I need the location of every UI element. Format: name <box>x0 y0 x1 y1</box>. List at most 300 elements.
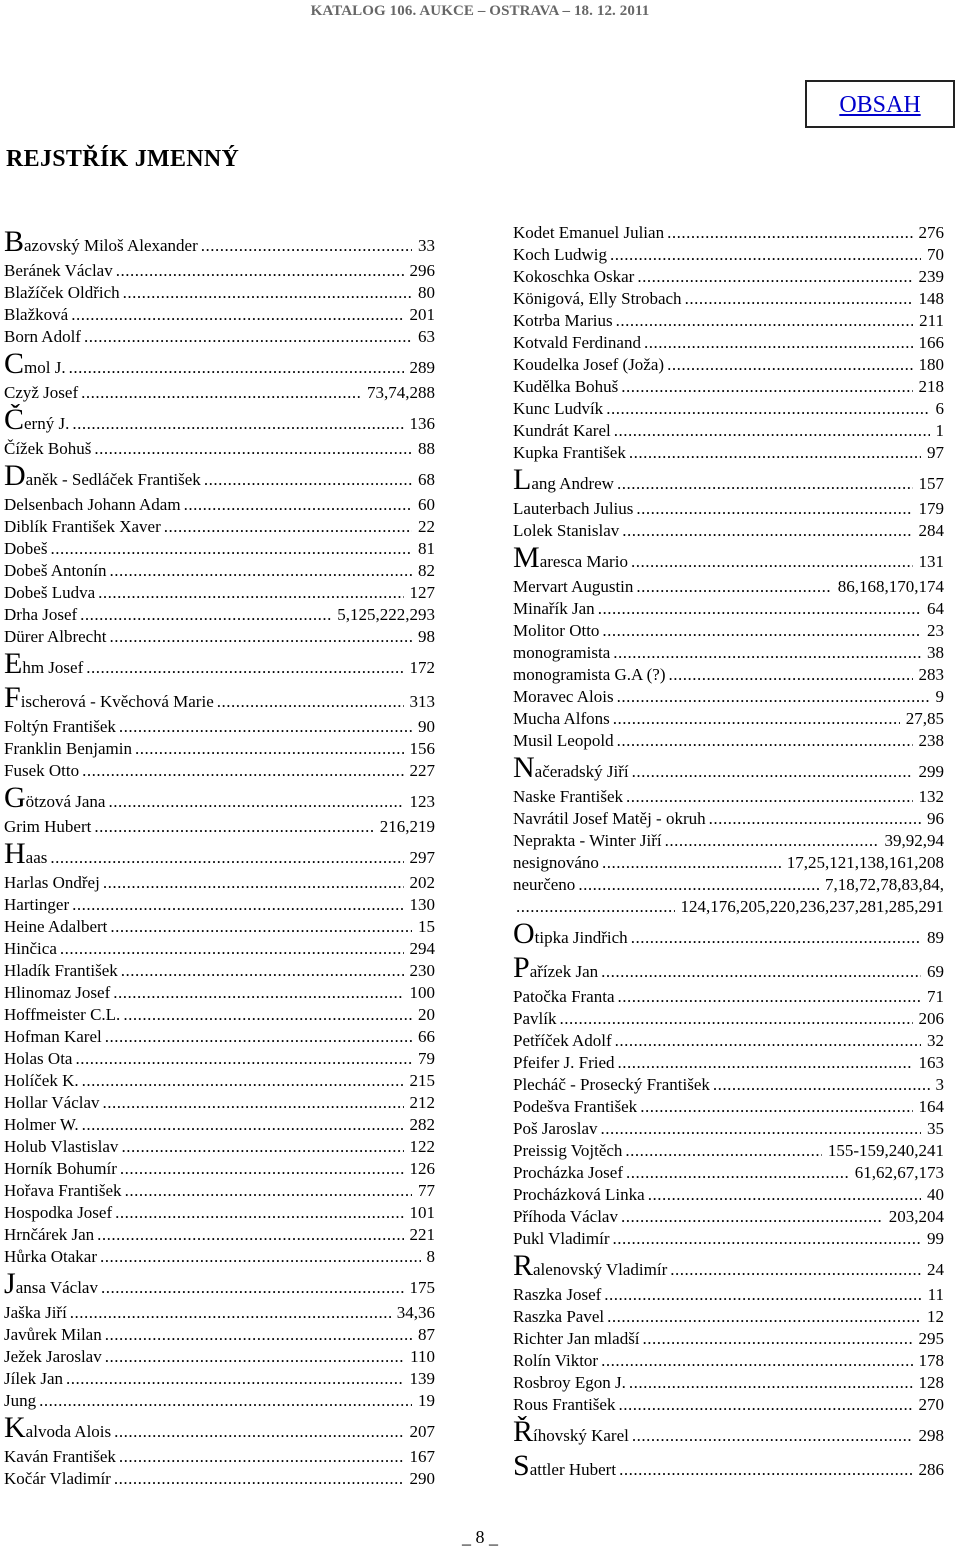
entry-name <box>513 442 629 464</box>
index-entry <box>4 1158 435 1180</box>
entry-name <box>4 404 72 438</box>
index-entry <box>513 398 944 420</box>
entry-pages: 39,92,94 <box>884 831 944 850</box>
index-entry <box>4 1368 435 1390</box>
entry-name-text: Hrnčárek Jan <box>4 1225 95 1244</box>
entry-name <box>513 1184 648 1206</box>
entry-name <box>513 1140 625 1162</box>
entry-name <box>4 1114 82 1136</box>
dot-leader <box>622 520 912 542</box>
entry-name <box>4 1268 101 1302</box>
entry-name <box>513 1394 618 1416</box>
entry-name-text: Procházka Josef <box>513 1163 623 1182</box>
index-entry <box>513 332 944 354</box>
index-entry <box>513 1206 944 1228</box>
dot-leader <box>598 598 921 620</box>
index-entry <box>513 808 944 830</box>
index-entry <box>513 986 944 1008</box>
index-entry <box>513 1372 944 1394</box>
entry-pages: 80 <box>418 283 435 302</box>
entry-name <box>513 222 667 244</box>
entry-name <box>513 376 621 398</box>
entry-pages: 7,18,72,78,83,84, <box>825 875 944 894</box>
entry-name-text: Pavlík <box>513 1009 557 1028</box>
index-entry <box>513 952 944 986</box>
entry-name <box>513 1450 619 1484</box>
dot-leader <box>50 538 412 560</box>
entry-name-text: Hoffmeister C.L. <box>4 1005 121 1024</box>
dot-leader <box>217 682 404 716</box>
index-entry <box>4 1048 435 1070</box>
dot-leader <box>94 816 373 838</box>
entry-name <box>513 830 665 852</box>
index-entry <box>513 1184 944 1206</box>
entry-name <box>4 260 116 282</box>
dot-leader <box>615 1030 921 1052</box>
entry-name-text: Dobeš <box>4 539 48 558</box>
entry-name <box>513 808 709 830</box>
entry-pages: 221 <box>409 1225 435 1244</box>
entry-name-text: Kunc Ludvík <box>513 399 604 418</box>
index-entry <box>513 620 944 642</box>
entry-name-text: Harlas Ondřej <box>4 873 100 892</box>
index-entry <box>4 1092 435 1114</box>
entry-name <box>4 1158 120 1180</box>
entry-pages: 126 <box>409 1159 435 1178</box>
dot-leader <box>617 686 930 708</box>
dot-leader <box>713 1074 930 1096</box>
entry-name-text: attler Hubert <box>529 1460 617 1479</box>
index-entry <box>513 310 944 332</box>
entry-name-text: Jung <box>4 1391 37 1410</box>
index-entry <box>513 1118 944 1140</box>
dot-leader <box>69 348 404 382</box>
entry-name <box>513 288 685 310</box>
entry-name <box>4 538 50 560</box>
entry-name-text: Königová, Elly Strobach <box>513 289 682 308</box>
dot-leader <box>81 382 361 404</box>
index-entry <box>4 1180 435 1202</box>
entry-initial: S <box>513 1450 530 1482</box>
index-entry <box>4 560 435 582</box>
entry-name-text: Hollar Václav <box>4 1093 100 1112</box>
entry-name <box>4 1004 123 1026</box>
entry-name <box>4 1324 105 1346</box>
entry-name <box>513 708 613 730</box>
dot-leader <box>114 1412 403 1446</box>
dot-leader <box>643 1328 913 1350</box>
dot-leader <box>667 222 912 244</box>
entry-name-text: Dobeš Ludva <box>4 583 96 602</box>
index-entry <box>4 760 435 782</box>
entry-name-text: Hladík František <box>4 961 118 980</box>
dot-leader <box>108 782 403 816</box>
entry-name <box>4 604 80 626</box>
index-entry <box>4 894 435 916</box>
entry-name-text: Kaván František <box>4 1447 116 1466</box>
entry-name-text: Patočka Franta <box>513 987 615 1006</box>
entry-pages: 203,204 <box>888 1207 944 1226</box>
entry-name-text: Mervart Augustin <box>513 577 634 596</box>
entry-name-text: Hartinger <box>4 895 70 914</box>
entry-name-text: monogramista G.A (?) <box>513 665 666 684</box>
entry-name-text: Dobeš Antonín <box>4 561 107 580</box>
entry-initial: R <box>513 1250 534 1282</box>
entry-name-text: Moravec Alois <box>513 687 614 706</box>
dot-leader <box>123 282 412 304</box>
entry-name-text: Podešva František <box>513 1097 638 1116</box>
entry-name-text: Kotrba Marius <box>513 311 613 330</box>
entry-name <box>513 1284 604 1306</box>
index-entry <box>4 1446 435 1468</box>
entry-pages: 211 <box>919 311 944 330</box>
entry-initial: L <box>513 464 532 496</box>
entry-name <box>4 560 109 582</box>
entry-name-text: Fusek Otto <box>4 761 80 780</box>
entry-pages: 166 <box>918 333 944 352</box>
index-entry <box>513 1008 944 1030</box>
index-entry <box>4 438 435 460</box>
entry-name <box>513 244 610 266</box>
entry-name <box>513 310 616 332</box>
index-entry <box>4 404 435 438</box>
entry-name-text: ang Andrew <box>531 474 614 493</box>
entry-name <box>4 626 109 648</box>
entry-name <box>513 1030 615 1052</box>
dot-leader <box>617 730 913 752</box>
dot-leader <box>98 582 403 604</box>
dot-leader <box>75 1048 412 1070</box>
index-entry <box>4 460 435 494</box>
entry-pages: 172 <box>409 658 435 677</box>
entry-pages: 163 <box>918 1053 944 1072</box>
entry-pages: 35 <box>927 1119 944 1138</box>
dot-leader <box>559 1008 912 1030</box>
entry-name-text: Poš Jaroslav <box>513 1119 598 1138</box>
entry-pages: 20 <box>418 1005 435 1024</box>
entry-name-text: aas <box>25 848 48 867</box>
entry-name <box>513 1228 613 1250</box>
index-column-right <box>513 222 944 1484</box>
dot-leader <box>670 1250 921 1284</box>
dot-leader <box>113 982 403 1004</box>
entry-name <box>513 1328 643 1350</box>
dot-leader <box>82 760 403 782</box>
dot-leader <box>632 1416 913 1450</box>
entry-name-text: Beránek Václav <box>4 261 113 280</box>
entry-pages: 179 <box>918 499 944 518</box>
index-entry <box>4 626 435 648</box>
dot-leader <box>123 1004 412 1026</box>
entry-pages: 128 <box>918 1373 944 1392</box>
dot-leader <box>614 420 930 442</box>
entry-pages: 61,62,67,173 <box>854 1163 944 1182</box>
dot-leader <box>110 916 412 938</box>
dot-leader <box>610 244 921 266</box>
entry-name-text: Grim Hubert <box>4 817 92 836</box>
entry-name <box>513 620 602 642</box>
entry-name <box>513 1416 632 1450</box>
entry-name-text: ařízek Jan <box>529 962 599 981</box>
index-entry <box>4 1070 435 1092</box>
dot-leader <box>617 464 913 498</box>
dot-leader <box>119 1446 404 1468</box>
dot-leader <box>601 952 921 986</box>
dot-leader <box>613 1228 922 1250</box>
index-entry <box>4 604 435 626</box>
index-entry <box>4 1324 435 1346</box>
entry-name-text: Naske František <box>513 787 624 806</box>
entry-name-text: Koch Ludwig <box>513 245 607 264</box>
entry-name <box>4 304 71 326</box>
dot-leader <box>114 1468 404 1490</box>
entry-pages: 284 <box>918 521 944 540</box>
entry-pages: 77 <box>418 1181 435 1200</box>
entry-pages: 313 <box>409 692 435 711</box>
dot-leader <box>86 648 403 682</box>
entry-name <box>4 1468 114 1490</box>
entry-name <box>513 752 632 786</box>
dot-leader <box>121 960 404 982</box>
dot-leader <box>621 1206 883 1228</box>
entry-pages: 38 <box>927 643 944 662</box>
entry-pages: 132 <box>918 787 944 806</box>
entry-name-text: Navrátil Josef Matěj - okruh <box>513 809 706 828</box>
entry-name-text: Procházková Linka <box>513 1185 645 1204</box>
entry-pages: 289 <box>409 358 435 377</box>
index-entry <box>513 288 944 310</box>
index-entry <box>4 516 435 538</box>
dot-leader <box>631 918 921 952</box>
entry-name <box>4 1302 70 1324</box>
entry-name-text: hm Josef <box>22 658 84 677</box>
entry-pages: 9 <box>935 687 944 706</box>
entry-name <box>4 282 123 304</box>
entry-pages: 127 <box>409 583 435 602</box>
dot-leader <box>121 1136 403 1158</box>
dot-leader <box>103 872 404 894</box>
entry-name-text: Lolek Stanislav <box>513 521 620 540</box>
entry-pages: 63 <box>418 327 435 346</box>
entry-pages: 8 <box>426 1247 435 1266</box>
entry-initial: Ř <box>513 1416 534 1448</box>
index-entry <box>4 326 435 348</box>
index-entry <box>4 938 435 960</box>
dot-leader <box>103 1092 404 1114</box>
entry-name <box>513 1096 640 1118</box>
index-entry <box>4 1224 435 1246</box>
dot-leader <box>669 664 913 686</box>
obsah-link[interactable]: OBSAH <box>805 80 955 128</box>
entry-pages: 98 <box>418 627 435 646</box>
entry-pages: 79 <box>418 1049 435 1068</box>
index-entry <box>513 708 944 730</box>
dot-leader <box>94 438 412 460</box>
entry-pages: 298 <box>918 1426 944 1445</box>
dot-leader <box>184 494 412 516</box>
dot-leader <box>619 1450 912 1484</box>
dot-leader <box>709 808 921 830</box>
entry-pages: 89 <box>927 928 944 947</box>
index-entry <box>513 852 944 874</box>
dot-leader <box>602 852 781 874</box>
dot-leader <box>97 1224 403 1246</box>
entry-name <box>513 1350 601 1372</box>
entry-name <box>513 464 617 498</box>
entry-pages: 66 <box>418 1027 435 1046</box>
entry-name <box>4 494 184 516</box>
entry-name <box>513 1008 559 1030</box>
entry-name-text: ansa Václav <box>15 1278 98 1297</box>
entry-name <box>4 1412 114 1446</box>
dot-leader <box>80 604 331 626</box>
dot-leader <box>105 1346 404 1368</box>
index-entry <box>4 1004 435 1026</box>
index-entry <box>513 1416 944 1450</box>
entry-pages: 238 <box>918 731 944 750</box>
entry-pages: 139 <box>409 1369 435 1388</box>
dot-leader <box>618 1052 913 1074</box>
index-entry <box>513 266 944 288</box>
index-entry <box>4 648 435 682</box>
dot-leader <box>84 326 412 348</box>
dot-leader <box>39 1390 412 1412</box>
entry-name <box>513 398 606 420</box>
entry-name-text: Heine Adalbert <box>4 917 108 936</box>
entry-name-text: Hořava František <box>4 1181 122 1200</box>
index-entry <box>4 1202 435 1224</box>
dot-leader <box>72 894 403 916</box>
index-entry <box>513 520 944 542</box>
index-entry <box>4 1302 435 1324</box>
dot-leader <box>621 376 912 398</box>
entry-name <box>4 1136 121 1158</box>
entry-pages: 82 <box>418 561 435 580</box>
entry-initial: H <box>4 838 26 870</box>
entry-name <box>513 1074 713 1096</box>
entry-name-text: nesignováno <box>513 853 599 872</box>
entry-name-text: aresca Mario <box>539 552 628 571</box>
index-entry <box>4 260 435 282</box>
index-entry <box>513 1250 944 1284</box>
index-entry <box>513 376 944 398</box>
dot-leader <box>637 266 912 288</box>
dot-leader <box>82 1070 404 1092</box>
dot-leader <box>613 708 900 730</box>
dot-leader <box>636 576 831 598</box>
entry-name-text: Hinčica <box>4 939 57 958</box>
index-entry <box>4 1114 435 1136</box>
entry-name-text: Drha Josef <box>4 605 78 624</box>
dot-leader <box>105 1026 412 1048</box>
index-entry <box>513 576 944 598</box>
entry-name <box>4 1202 115 1224</box>
index-entry <box>4 716 435 738</box>
entry-pages: 178 <box>918 1351 944 1370</box>
index-column-left <box>4 226 435 1490</box>
page-number: _ 8 _ <box>462 1527 498 1547</box>
dot-leader <box>629 1372 913 1394</box>
entry-pages: 87 <box>418 1325 435 1344</box>
entry-pages: 122 <box>409 1137 435 1156</box>
entry-initial: M <box>513 542 540 574</box>
entry-pages: 270 <box>918 1395 944 1414</box>
index-entry <box>4 782 435 816</box>
entry-pages: 148 <box>918 289 944 308</box>
entry-name-text: Čížek Bohuš <box>4 439 92 458</box>
entry-pages: 202 <box>409 873 435 892</box>
entry-pages: 19 <box>418 1391 435 1410</box>
entry-pages: 6 <box>935 399 944 418</box>
index-entry <box>513 1328 944 1350</box>
dot-leader <box>640 1096 912 1118</box>
dot-leader <box>648 1184 921 1206</box>
entry-pages: 73,74,288 <box>367 383 435 402</box>
entry-pages: 167 <box>409 1447 435 1466</box>
index-entry <box>513 420 944 442</box>
index-entry <box>513 442 944 464</box>
index-entry <box>4 916 435 938</box>
entry-name-text: Jaška Jiří <box>4 1303 67 1322</box>
index-entry <box>513 642 944 664</box>
entry-name-text: Delsenbach Johann Adam <box>4 495 181 514</box>
entry-name <box>4 1026 105 1048</box>
index-entry <box>4 816 435 838</box>
index-entry <box>4 872 435 894</box>
index-entry <box>4 1390 435 1412</box>
entry-name <box>4 226 201 260</box>
entry-name-text: monogramista <box>513 643 611 662</box>
entry-name <box>513 642 613 664</box>
entry-name <box>4 326 84 348</box>
entry-pages: 175 <box>409 1278 435 1297</box>
entry-name <box>513 1372 629 1394</box>
entry-name <box>4 782 108 816</box>
entry-name <box>4 894 72 916</box>
dot-leader <box>125 1180 412 1202</box>
index-entry <box>4 838 435 872</box>
entry-pages: 207 <box>409 1422 435 1441</box>
entry-name <box>4 438 94 460</box>
index-entry <box>4 282 435 304</box>
index-entry <box>513 1350 944 1372</box>
entry-pages: 123 <box>409 792 435 811</box>
entry-pages: 212 <box>409 1093 435 1112</box>
dot-leader <box>602 620 921 642</box>
entry-pages: 27,85 <box>905 709 944 728</box>
entry-name-text: alvoda Alois <box>25 1422 112 1441</box>
entry-pages: 296 <box>409 261 435 280</box>
index-entry <box>513 918 944 952</box>
index-entry <box>4 538 435 560</box>
dot-leader <box>613 642 921 664</box>
index-entry <box>4 582 435 604</box>
entry-initial: Č <box>4 404 25 436</box>
entry-name-text: Kokoschka Oskar <box>513 267 635 286</box>
entry-name-text: Kudělka Bohuš <box>513 377 619 396</box>
dot-leader <box>164 516 412 538</box>
index-entry <box>4 1346 435 1368</box>
entry-name-text: Kodet Emanuel Julian <box>513 223 665 242</box>
entry-name-text: Blažíček Oldřich <box>4 283 120 302</box>
index-entry <box>513 354 944 376</box>
entry-name-text: Kundrát Karel <box>513 421 611 440</box>
entry-name-text: Raszka Josef <box>513 1285 602 1304</box>
entry-name-text: Mucha Alfons <box>513 709 610 728</box>
entry-name <box>4 582 98 604</box>
entry-name <box>4 348 69 382</box>
dot-leader <box>100 1246 421 1268</box>
